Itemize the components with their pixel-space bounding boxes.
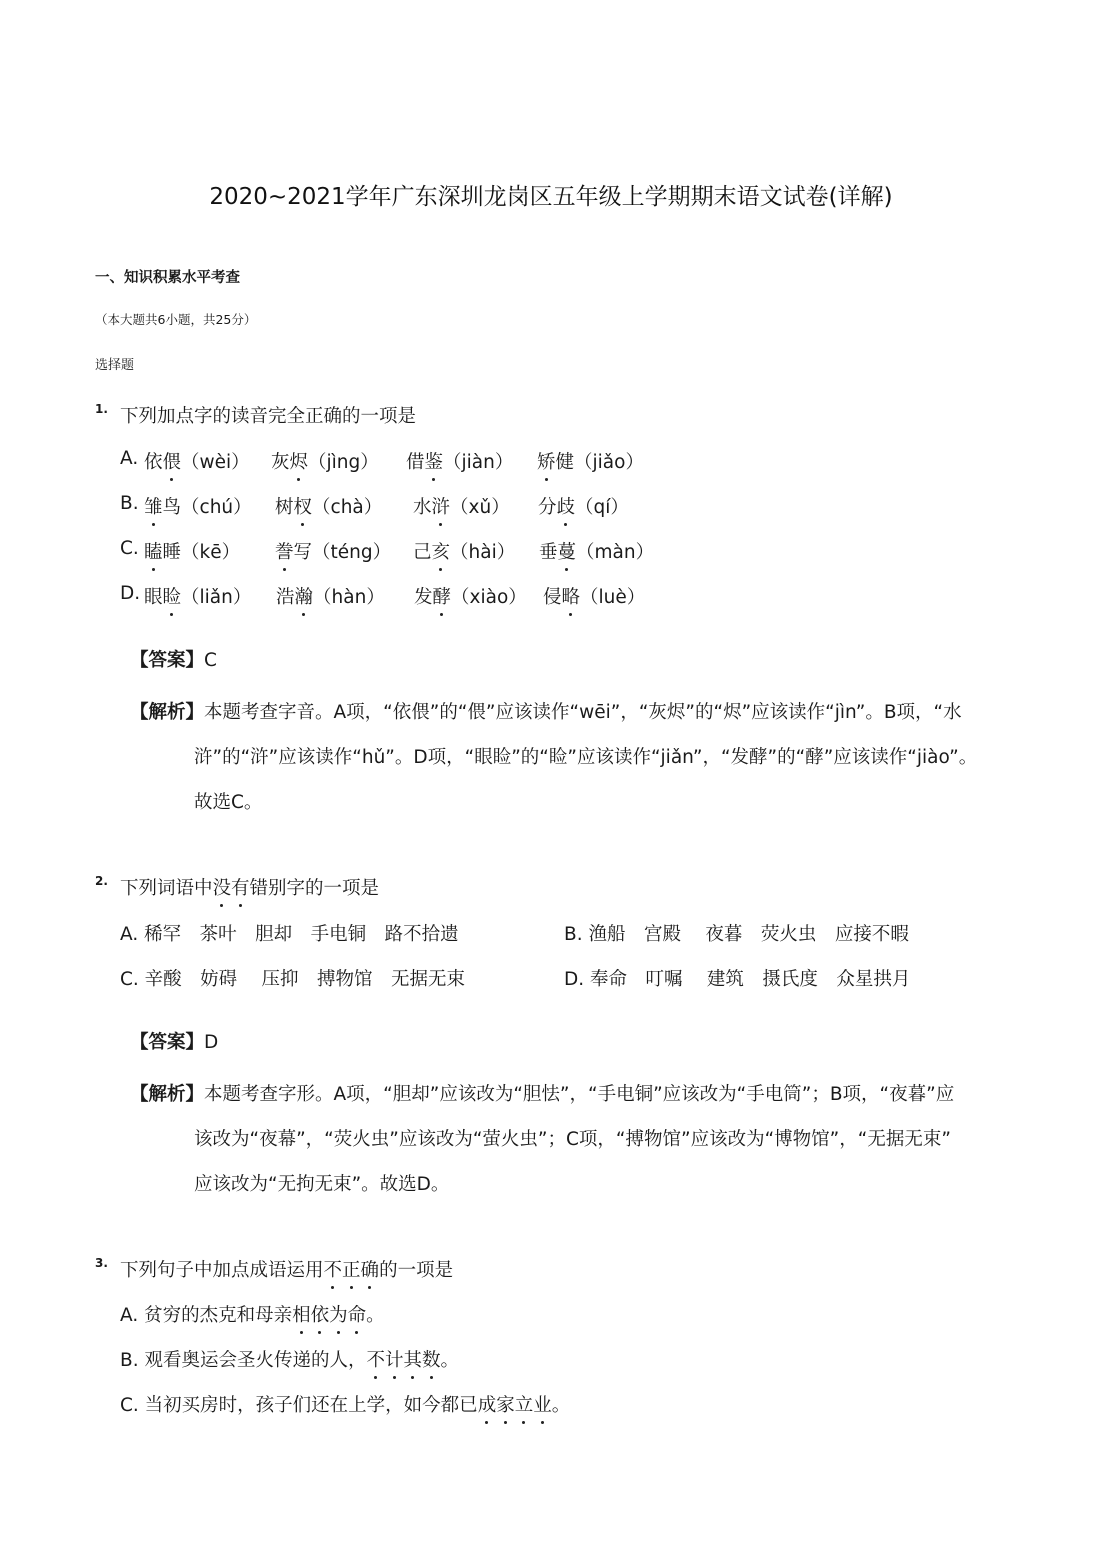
pinyin: （qí） <box>575 497 629 518</box>
explanation-text: 本题考查字形。A项，“胆却”应该改为“胆怯”，“手电铜”应该改为“手电筒”；B项，“夜暮”应 <box>204 1084 955 1105</box>
question-stem <box>120 874 379 900</box>
option-word <box>413 538 515 564</box>
explanation-line-3: 故选C。 <box>194 792 263 813</box>
word-text: 树 <box>275 497 294 518</box>
dotted-char: 睑 <box>163 583 182 609</box>
explanation-line-1 <box>130 690 962 735</box>
dotted-char: 杈 <box>294 493 313 519</box>
stem-text: 下列词语中 <box>120 878 213 899</box>
dotted-char: 雏 <box>144 493 163 519</box>
answer <box>130 1028 218 1054</box>
word-text: 垂 <box>539 542 558 563</box>
dotted-char: 蔓 <box>558 538 577 564</box>
explanation-line-3: 应该改为“无拘无束”。故选D。 <box>194 1174 450 1195</box>
word-text: 借 <box>406 452 425 473</box>
answer <box>130 646 217 672</box>
option-word <box>271 448 379 474</box>
option-text: 。 <box>551 1395 571 1416</box>
pinyin: （wèi） <box>181 452 250 473</box>
option-word <box>144 493 252 519</box>
question-number: 3. <box>95 1256 108 1270</box>
option-word <box>406 448 513 474</box>
pinyin: （jìng） <box>308 452 379 473</box>
word-text: 灰 <box>271 452 290 473</box>
dotted-char: 亥 <box>432 538 451 564</box>
pinyin: （kē） <box>181 542 241 563</box>
question-number: 1. <box>95 402 108 416</box>
dotted-char: 正 <box>342 1256 361 1282</box>
option-label: A. <box>120 448 139 469</box>
option-label: D. <box>120 583 141 604</box>
pinyin: （xǔ） <box>450 497 510 518</box>
option-word <box>275 493 382 519</box>
dotted-char: 瞌 <box>144 538 163 564</box>
word-text: 健 <box>555 452 575 473</box>
option-word <box>538 493 629 519</box>
answer-value: C <box>204 650 217 671</box>
pinyin: （jiǎo） <box>574 452 644 473</box>
dotted-char: 歧 <box>557 493 576 519</box>
option-word <box>144 583 251 609</box>
dotted-char: 成 <box>478 1391 497 1417</box>
pinyin: （jiàn） <box>443 452 514 473</box>
explanation-line-1 <box>130 1072 954 1117</box>
pinyin: （liǎn） <box>181 587 252 608</box>
option-word <box>539 538 654 564</box>
pinyin: （luè） <box>580 587 646 608</box>
section-note: （本大题共6小题，共25分） <box>95 312 257 327</box>
stem-text: 错别字的一项是 <box>249 878 380 899</box>
dotted-char: 酵 <box>433 583 452 609</box>
word-text: 鸟 <box>162 497 182 518</box>
word-text: 分 <box>538 497 557 518</box>
pinyin: （xiào） <box>451 587 527 608</box>
pinyin: （màn） <box>576 542 655 563</box>
dotted-char: 不 <box>324 1256 343 1282</box>
option-a <box>120 1301 385 1327</box>
dotted-char: 烬 <box>290 448 309 474</box>
dotted-char: 数 <box>422 1346 441 1372</box>
option-text: B. 观看奥运会圣火传递的人， <box>120 1350 367 1371</box>
dotted-char: 偎 <box>163 448 182 474</box>
dotted-char: 矫 <box>537 448 556 474</box>
dotted-char: 立 <box>515 1391 534 1417</box>
answer-value: D <box>204 1032 219 1053</box>
word-text: 眼 <box>144 587 163 608</box>
explanation-label: 【解析】 <box>130 702 205 723</box>
dotted-char: 业 <box>533 1391 552 1417</box>
question-stem <box>120 1256 453 1282</box>
explanation-label: 【解析】 <box>130 1084 205 1105</box>
option-word <box>543 583 645 609</box>
dotted-char: 没 <box>213 874 232 900</box>
option-word <box>537 448 644 474</box>
dotted-char: 略 <box>562 583 581 609</box>
answer-label: 【答案】 <box>130 1032 205 1053</box>
page-title: 2020~2021学年广东深圳龙岗区五年级上学期期末语文试卷(详解) <box>209 184 893 210</box>
word-text: 依 <box>144 452 163 473</box>
dotted-char: 计 <box>385 1346 404 1372</box>
explanation-line-2: 浒”的“浒”应该读作“hǔ”。D项，“眼睑”的“睑”应该读作“jiǎn”，“发酵”的“酵”应该读作“jiào”。 <box>194 747 978 768</box>
stem-text: 的一项是 <box>379 1260 454 1281</box>
option-text: 。 <box>366 1305 385 1326</box>
option-word <box>275 538 391 564</box>
word-text: 睡 <box>162 542 182 563</box>
option-text: C. 当初买房时，孩子们还在上学，如今都已 <box>120 1395 478 1416</box>
dotted-char: 确 <box>361 1256 380 1282</box>
option-word <box>144 538 240 564</box>
word-text: 己 <box>413 542 432 563</box>
word-text: 发 <box>414 587 433 608</box>
option-label: B. <box>120 493 139 514</box>
dotted-char: 命 <box>348 1301 367 1327</box>
option-label: C. <box>120 538 139 559</box>
option-d: D. 奉命 叮嘱 建筑 摄氏度 众星拱月 <box>564 969 911 990</box>
section-heading: 一、知识积累水平考查 <box>95 270 240 286</box>
option-word <box>413 493 510 519</box>
stem-text: 下列句子中加点成语运用 <box>120 1260 324 1281</box>
dotted-char: 瀚 <box>295 583 314 609</box>
dotted-char: 家 <box>496 1391 515 1417</box>
explanation-text: 本题考查字音。A项，“依偎”的“偎”应该读作“wēi”，“灰烬”的“烬”应该读作“jìn”。B项，“水 <box>204 702 962 723</box>
option-word <box>276 583 385 609</box>
option-c <box>120 1391 570 1417</box>
answer-label: 【答案】 <box>130 650 205 671</box>
option-text: 。 <box>440 1350 460 1371</box>
dotted-char: 浒 <box>432 493 451 519</box>
pinyin: （chà） <box>312 497 383 518</box>
dotted-char: 誊 <box>275 538 294 564</box>
question-type: 选择题 <box>95 358 135 373</box>
pinyin: （hài） <box>450 542 516 563</box>
pinyin: （téng） <box>312 542 392 563</box>
dotted-char: 其 <box>404 1346 423 1372</box>
option-c: C. 辛酸 妨碍 压抑 搏物馆 无据无束 <box>120 969 466 990</box>
dotted-char: 有 <box>231 874 250 900</box>
dotted-char: 鉴 <box>425 448 444 474</box>
option-word <box>144 448 250 474</box>
word-text: 写 <box>293 542 313 563</box>
option-a: A. 稀罕 茶叶 胆却 手电铜 路不拾遗 <box>120 924 459 945</box>
option-b <box>120 1346 459 1372</box>
word-text: 水 <box>413 497 432 518</box>
option-text: A. 贫穷的杰克和母亲 <box>120 1305 293 1326</box>
option-b: B. 渔船 宫殿 夜暮 荧火虫 应接不暇 <box>564 924 909 945</box>
pinyin: （chú） <box>181 497 252 518</box>
pinyin: （hàn） <box>313 587 385 608</box>
question-number: 2. <box>95 874 108 888</box>
option-word <box>414 583 527 609</box>
dotted-char: 不 <box>366 1346 385 1372</box>
question-stem: 下列加点字的读音完全正确的一项是 <box>120 406 417 427</box>
explanation-line-2: 该改为“夜幕”，“荧火虫”应该改为“萤火虫”；C项，“搏物馆”应该改为“博物馆”，“无据无束” <box>194 1129 951 1150</box>
word-text: 浩 <box>276 587 295 608</box>
dotted-char: 依 <box>311 1301 330 1327</box>
dotted-char: 相 <box>292 1301 311 1327</box>
dotted-char: 为 <box>329 1301 348 1327</box>
word-text: 侵 <box>543 587 562 608</box>
